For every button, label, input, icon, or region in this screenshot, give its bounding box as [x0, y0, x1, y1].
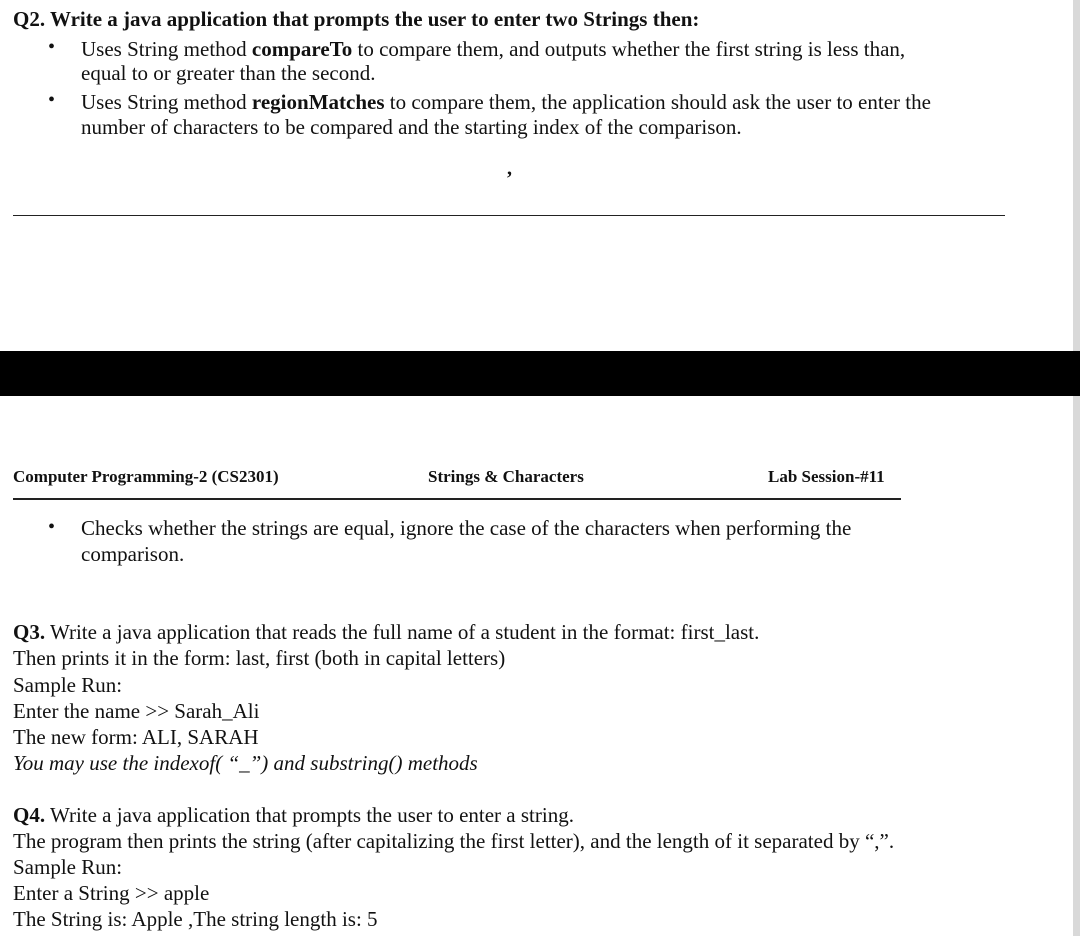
q2-bullet-1-line-1 — [81, 36, 905, 62]
bullet-dot: • — [48, 89, 56, 111]
q3-line-2: Then prints it in the form: last, first (both in capital letters) — [13, 646, 506, 670]
page-edge-shadow — [1073, 0, 1080, 351]
q4-line-2: The program then prints the string (after capitalizing the first letter), and the length of it separated by “,”. — [13, 829, 895, 853]
bullet-1-post: to compare them, and outputs whether the first string is less than, — [352, 37, 906, 61]
page-edge-shadow — [1073, 396, 1080, 936]
q4-line-1-text: Write a java application that prompts the user to enter a string. — [45, 803, 574, 827]
q3-sample-run: Sample Run: — [13, 673, 123, 697]
q3-hint: You may use the indexof( “_”) and substring() methods — [13, 751, 478, 775]
q3-output-line: The new form: ALI, SARAH — [13, 725, 259, 749]
bullet-2-post: to compare them, the application should ask the user to enter the — [384, 90, 931, 114]
compareto-method: compareTo — [251, 37, 353, 61]
q2-bullet-3-line-2: comparison. — [81, 542, 185, 566]
q3-input-line: Enter the name >> Sarah_Ali — [13, 699, 260, 723]
q4-input-line: Enter a String >> apple — [13, 881, 210, 905]
bullet-dot: • — [48, 516, 56, 538]
q2-title: Q2. Write a java application that prompts the user to enter two Strings then: — [13, 7, 700, 31]
bullet-dot: • — [48, 36, 56, 58]
bullet-2-pre: Uses String method — [81, 90, 252, 114]
header-session: Lab Session-#11 — [768, 467, 885, 486]
q2-bullet-2-line-1 — [81, 89, 931, 115]
header-topic: Strings & Characters — [428, 467, 584, 486]
q3-label: Q3. — [13, 620, 46, 644]
stray-mark: ʼ — [506, 168, 513, 190]
q2-bullet-3-line-1: Checks whether the strings are equal, ignore the case of the characters when performing the — [81, 516, 852, 540]
q4-label: Q4. — [13, 803, 46, 827]
q4-line-1 — [13, 802, 574, 828]
header-course: Computer Programming-2 (CS2301) — [13, 467, 279, 486]
regionmatches-method: regionMatches — [251, 90, 385, 114]
q3-line-1-text: Write a java application that reads the full name of a student in the format: first_last. — [45, 620, 760, 644]
q4-output-line: The String is: Apple ,The string length is: 5 — [13, 907, 378, 931]
q4-sample-run: Sample Run: — [13, 855, 123, 879]
page-gap-band — [0, 351, 1080, 396]
q3-line-1 — [13, 619, 759, 645]
header-rule — [13, 498, 901, 500]
q2-bullet-2-line-2: number of characters to be compared and the starting index of the comparison. — [81, 115, 742, 139]
q2-bullet-1-line-2: equal to or greater than the second. — [81, 61, 376, 85]
bullet-1-pre: Uses String method — [81, 37, 252, 61]
page-1-bottom-rule — [13, 215, 1005, 216]
